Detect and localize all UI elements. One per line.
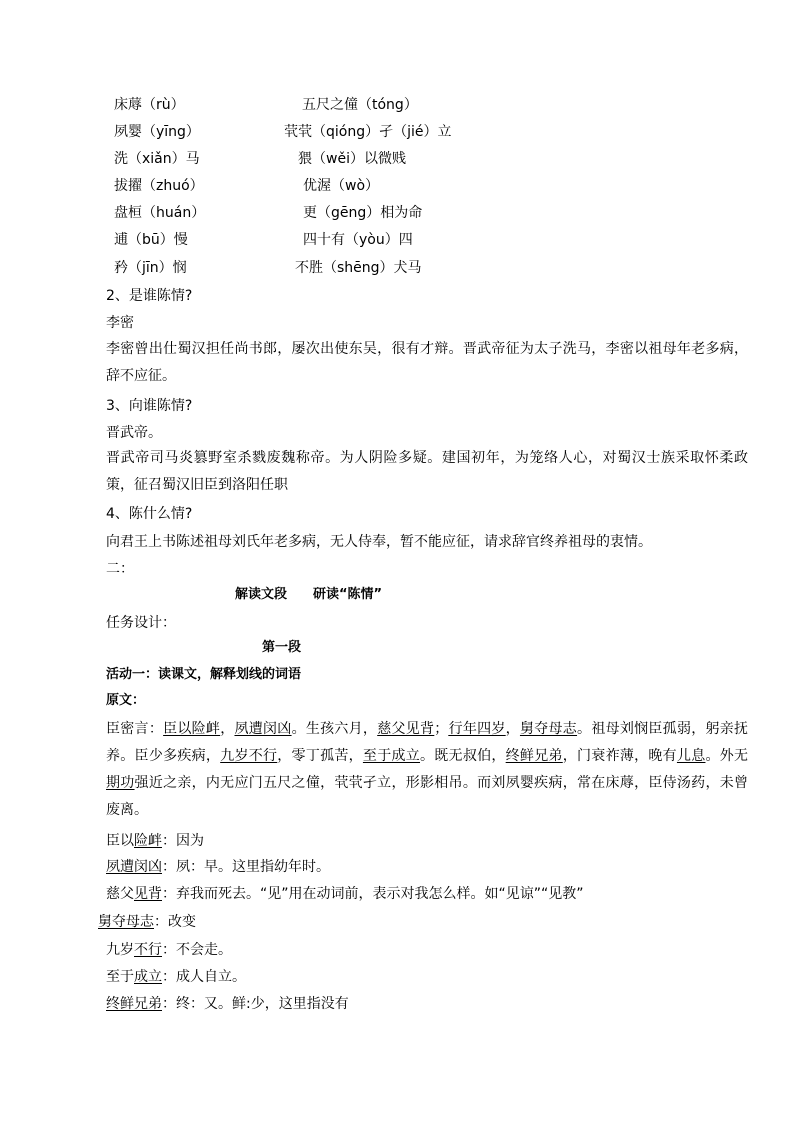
- original-text: [106, 716, 748, 824]
- answer-2-detail: 李密曾出仕蜀汉担任尚书郎，屡次出使东吴，很有才辩。晋武帝征为太子洗马，李密以祖母年老多病，辞不应征。: [106, 341, 748, 384]
- text-run: ；: [434, 721, 449, 737]
- pinyin-right-4: 优渥（wò）: [303, 178, 380, 194]
- pinyin-right-6: 四十有（yòu）四: [303, 232, 413, 248]
- gloss-term: 不行: [134, 942, 162, 958]
- text-run: 强近之亲，内无应门五尺之僮，茕茕孑立，形影相吊。而刘夙婴疾病，常在床蓐，臣侍汤药，未曾废离。: [106, 775, 748, 818]
- underlined-phrase: 终鲜兄弟: [505, 748, 563, 764]
- text-run: 。既无叔伯，: [420, 748, 506, 764]
- pinyin-left-1: 床蓐（rù）: [114, 97, 185, 113]
- gloss-item: 夙遭闵凶：夙：早。这里指幼年时。: [106, 859, 330, 875]
- pinyin-right-5: 更（gēng）相为命: [303, 205, 423, 221]
- underlined-phrase: 夙遭闵凶: [234, 721, 292, 737]
- underlined-phrase: 至于成立: [362, 748, 421, 764]
- question-3: 3、向谁陈情?: [106, 398, 193, 414]
- underlined-phrase: 九岁不行: [220, 748, 278, 764]
- underlined-phrase: 慈父见背: [377, 721, 435, 737]
- gloss-term: 险衅: [134, 833, 162, 849]
- gloss-term: 夙遭闵凶: [106, 859, 162, 875]
- text-run: ，零丁孤苦，: [277, 748, 363, 764]
- pinyin-left-4: 拔擢（zhuó）: [114, 178, 204, 194]
- pinyin-right-3: 猥（wěi）以微贱: [298, 151, 406, 167]
- underlined-phrase: 臣以险衅: [163, 721, 221, 737]
- gloss-item: 慈父见背：弃我而死去。“见”用在动词前，表示对我怎么样。如“见谅”“见教”: [106, 886, 584, 902]
- gloss-item: 终鲜兄弟：终：又。鲜:少，这里指没有: [106, 996, 349, 1012]
- pinyin-left-6: 逋（bū）慢: [114, 232, 188, 248]
- answer-3: 晋武帝。: [106, 425, 162, 441]
- answer-4: 向君王上书陈述祖母刘氏年老多病，无人侍奉，暂不能应征，请求辞官终养祖母的衷情。: [106, 534, 652, 550]
- underlined-phrase: 舅夺母志: [519, 721, 578, 737]
- activity-one-title: 活动一：读课文，解释划线的词语: [106, 667, 302, 682]
- answer-2: 李密: [106, 315, 134, 331]
- gloss-item: 舅夺母志：改变: [98, 914, 196, 930]
- pinyin-right-2: 茕茕（qióng）孑（jié）立: [284, 124, 452, 140]
- gloss-term: 见背: [134, 886, 162, 902]
- gloss-item: 臣以险衅：因为: [106, 833, 204, 849]
- text-run: 。外无: [705, 748, 749, 764]
- section-heading: 解读文段 研读“陈情”: [235, 587, 383, 602]
- text-run: 。生孩六月，: [291, 721, 378, 737]
- gloss-item: 九岁不行：不会走。: [106, 942, 232, 958]
- gloss-term: 成立: [134, 969, 162, 985]
- text-run: 。祖母刘悯臣孤弱，躬亲抚养。臣少多疾病，: [106, 721, 749, 764]
- text-run: 臣密言：: [106, 721, 164, 737]
- text-run: ，: [505, 721, 520, 737]
- pinyin-left-7: 矜（jīn）悯: [114, 260, 187, 276]
- pinyin-left-2: 夙婴（yīng）: [114, 124, 200, 140]
- original-text-label: 原文：: [106, 693, 146, 708]
- underlined-phrase: 期功: [106, 775, 135, 791]
- section-two-label: 二：: [106, 561, 134, 577]
- paragraph-one-heading: 第一段: [262, 640, 302, 655]
- gloss-item: 至于成立：成人自立。: [106, 969, 246, 985]
- underlined-phrase: 行年四岁: [448, 721, 506, 737]
- pinyin-right-7: 不胜（shēng）犬马: [295, 260, 422, 276]
- underlined-phrase: 儿息: [676, 748, 706, 764]
- question-2: 2、是谁陈情?: [106, 288, 193, 304]
- task-design-label: 任务设计：: [106, 615, 176, 631]
- pinyin-left-5: 盘桓（huán）: [114, 205, 206, 221]
- pinyin-left-3: 洗（xiǎn）马: [114, 151, 200, 167]
- text-run: ，: [220, 721, 235, 737]
- gloss-term: 终鲜兄弟: [106, 996, 162, 1012]
- answer-3-detail: 晋武帝司马炎篡野室杀戮废魏称帝。为人阴险多疑。建国初年，为笼络人心，对蜀汉士族采取怀柔政策，征召蜀汉旧臣到洛阳任职: [106, 450, 748, 493]
- text-run: ，门衰祚薄，晚有: [562, 748, 677, 764]
- gloss-term: 舅夺母志: [98, 914, 154, 930]
- pinyin-right-1: 五尺之僮（tóng）: [302, 97, 418, 113]
- question-4: 4、陈什么情?: [106, 506, 193, 522]
